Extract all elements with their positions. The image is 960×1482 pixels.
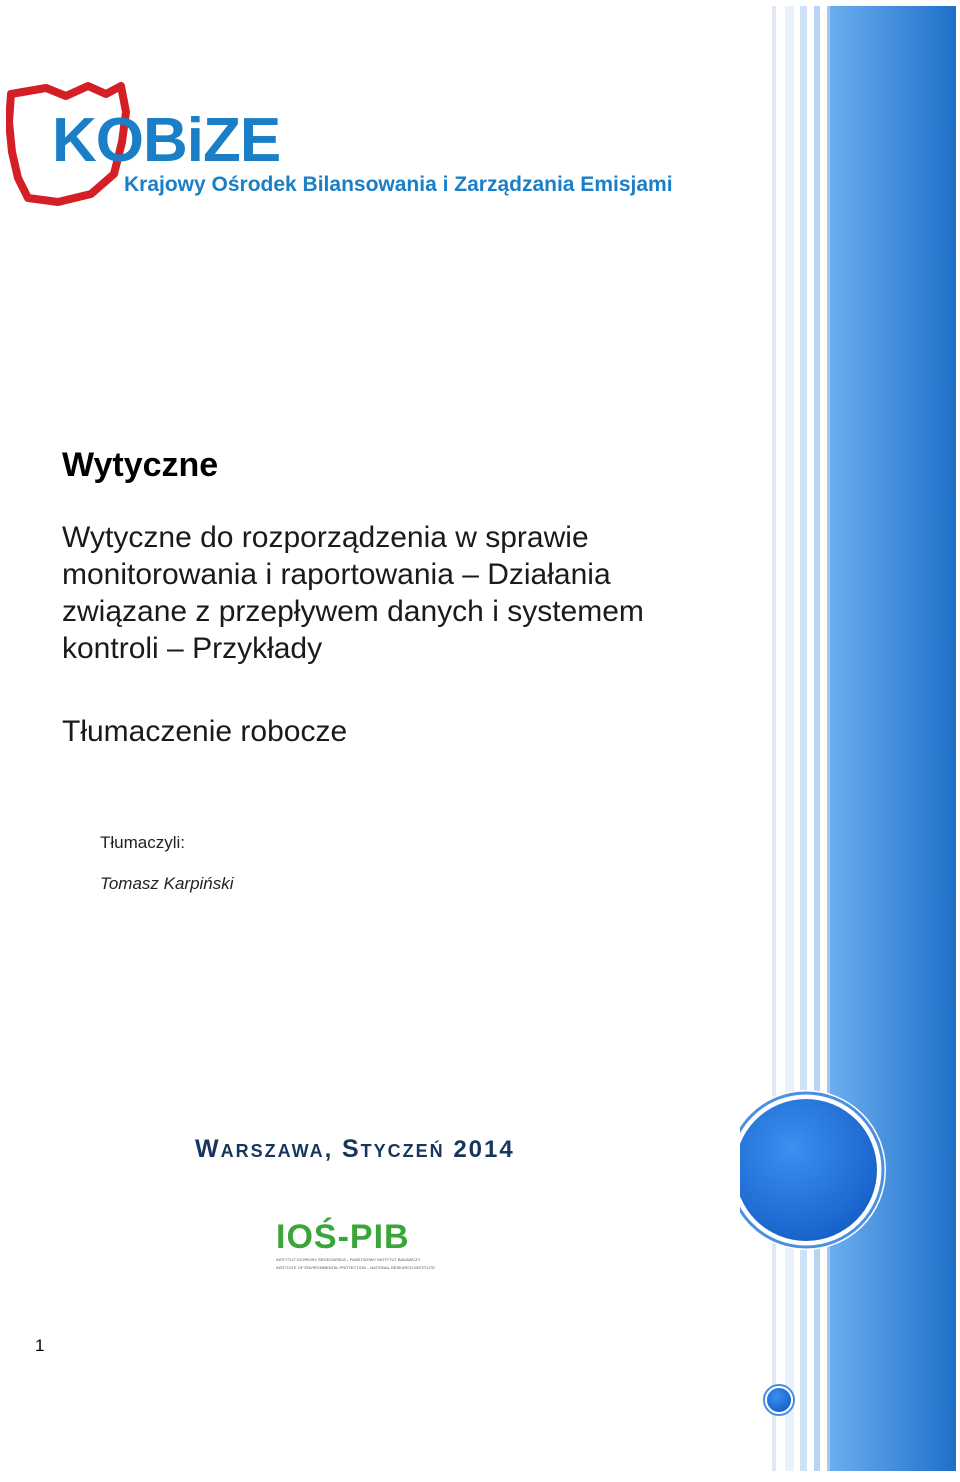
working-translation-note: Tłumaczenie robocze bbox=[62, 715, 348, 748]
page-number: 1 bbox=[35, 1336, 45, 1355]
main-blue-bar bbox=[830, 6, 956, 1471]
translators-label: Tłumaczyli: bbox=[100, 833, 186, 852]
place-and-date bbox=[195, 1135, 515, 1164]
ios-pib-wordmark: IOŚ-PIB bbox=[276, 1218, 410, 1256]
kobize-logo bbox=[6, 82, 726, 212]
place-initial: W bbox=[195, 1135, 221, 1163]
decorative-side-bar bbox=[740, 0, 960, 1477]
small-circle bbox=[767, 1388, 791, 1412]
document-subtitle: Wytyczne do rozporządzenia w sprawie monitorowania i raportowania – Działania związane z przepływem danych i systemem kontroli – Przykłady bbox=[62, 521, 644, 665]
ios-pib-line-en: INSTITUTE OF ENVIRONMENTAL PROTECTION – NATIONAL RESEARCH INSTITUTE bbox=[276, 1265, 435, 1270]
thin-stripe-2 bbox=[785, 6, 794, 1471]
thin-stripe-4 bbox=[814, 6, 820, 1471]
ios-pib-logo bbox=[276, 1218, 435, 1270]
year: 2014 bbox=[453, 1136, 515, 1163]
big-circle bbox=[740, 1099, 877, 1241]
thin-stripe-1 bbox=[772, 6, 776, 1471]
document-title: Wytyczne bbox=[62, 446, 219, 484]
thin-stripe-3 bbox=[800, 6, 807, 1471]
kobize-wordmark: KOBiZE bbox=[52, 106, 281, 175]
ios-pib-line-pl: INSTYTUT OCHRONY ŚRODOWISKA – PAŃSTWOWY INSTYTUT BADAWCZY bbox=[276, 1257, 421, 1262]
kobize-subtitle: Krajowy Ośrodek Bilansowania i Zarządzania Emisjami bbox=[124, 173, 673, 196]
month-initial: S bbox=[341, 1135, 361, 1163]
place-date-separator: , bbox=[324, 1136, 342, 1163]
translator-name: Tomasz Karpiński bbox=[100, 874, 234, 893]
place-rest: ARSZAWA bbox=[220, 1141, 325, 1161]
side-bar-graphic bbox=[740, 0, 960, 1477]
month-rest: TYCZEŃ bbox=[360, 1141, 445, 1161]
